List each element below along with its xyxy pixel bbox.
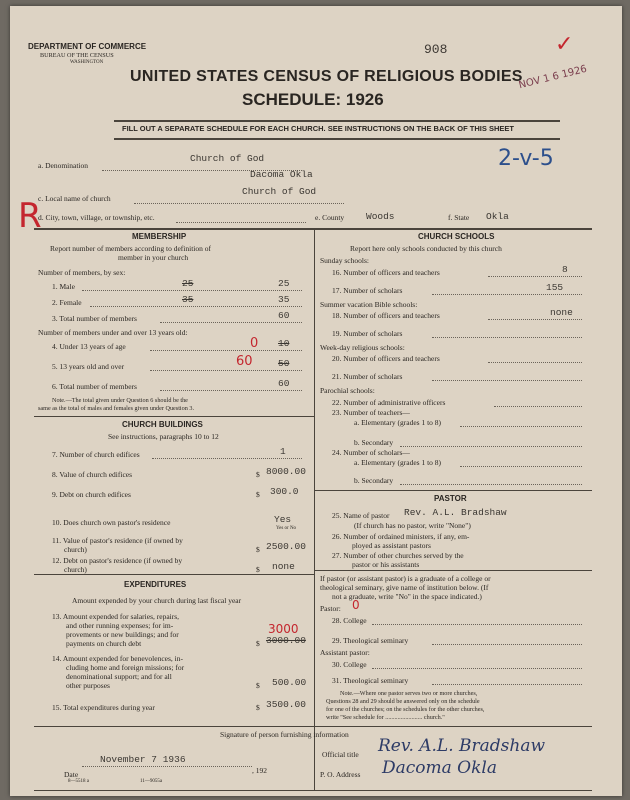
- q24a-label: a. Elementary (grades 1 to 8): [354, 458, 442, 467]
- membership-heading: MEMBERSHIP: [132, 232, 187, 241]
- q13-label-4: payments on church debt: [66, 639, 142, 648]
- q5-label: 5. 13 years old and over: [52, 362, 125, 371]
- bureau-name: BUREAU OF THE CENSUS: [40, 52, 114, 59]
- summer-schools-heading: Summer vacation Bible schools:: [320, 300, 418, 309]
- q1-original: 25: [182, 278, 194, 289]
- bureau-city: WASHINGTON: [70, 60, 104, 65]
- by-sex-heading: Number of members, by sex:: [38, 268, 126, 277]
- received-date-stamp: NOV 1 6 1926: [517, 63, 589, 92]
- q9-dollar: $: [256, 490, 260, 499]
- pastor-heading: PASTOR: [434, 494, 467, 503]
- pastor-signature: Rev. A.L. Bradshaw: [378, 736, 546, 756]
- print-code: 11—9055a: [140, 779, 163, 784]
- q13-label-2: and other running expenses; for im-: [66, 621, 174, 630]
- q4-red-correction: 0: [250, 336, 259, 351]
- q24b-label: b. Secondary: [354, 476, 394, 485]
- pastor-note-4: write "See schedule for ........................ church.": [326, 714, 445, 721]
- q21-label: 21. Number of scholars: [332, 372, 403, 381]
- date-year-suffix: , 192: [252, 766, 267, 775]
- q29-label: 29. Theological seminary: [332, 636, 409, 645]
- q4-label: 4. Under 13 years of age: [52, 342, 126, 351]
- form-code: 8—5518 a: [68, 779, 89, 784]
- local-name-value: Church of God: [242, 186, 317, 197]
- date-label: Date: [64, 770, 79, 779]
- q27-label-1: 27. Number of other churches served by the: [332, 551, 464, 560]
- expenditures-intro: Amount expended by your church during last fiscal year: [72, 596, 242, 605]
- q2-original: 35: [182, 294, 194, 305]
- denomination-value: Church of God: [190, 153, 265, 164]
- q20-label: 20. Number of officers and teachers: [332, 354, 440, 363]
- department-name: DEPARTMENT OF COMMERCE: [28, 42, 147, 51]
- q14-label-3: denominational support; and for all: [66, 672, 172, 681]
- state-value: Okla: [486, 211, 509, 222]
- q22-label: 22. Number of administrative officers: [332, 398, 446, 407]
- po-address-value: Dacoma Okla: [382, 758, 497, 778]
- instruction-banner: FILL OUT A SEPARATE SCHEDULE FOR EACH CHURCH. SEE INSTRUCTIONS ON THE BACK OF THIS SHEET: [122, 124, 514, 133]
- q17-label: 17. Number of scholars: [332, 286, 403, 295]
- q16-value: 8: [562, 264, 568, 275]
- q18-value: none: [550, 307, 573, 318]
- q8-value: 8000.00: [266, 466, 306, 477]
- q14-label-2: cluding home and foreign missions; for: [66, 663, 185, 672]
- q5-original: 50: [278, 358, 290, 369]
- membership-note-1: Note.—The total given under Question 6 should be the: [52, 397, 188, 404]
- q8-label: 8. Value of church edifices: [52, 470, 133, 479]
- q18-label: 18. Number of officers and teachers: [332, 311, 440, 320]
- county-value: Woods: [366, 211, 395, 222]
- q15-label: 15. Total expenditures during year: [52, 703, 155, 712]
- q14-label-4: other purposes: [66, 681, 110, 690]
- q12-value: none: [272, 561, 295, 572]
- form-title: UNITED STATES CENSUS OF RELIGIOUS BODIES: [130, 68, 523, 85]
- po-address-label: P. O. Address: [320, 770, 361, 779]
- local-name-label: c. Local name of church: [38, 194, 111, 203]
- margin-r-mark: R: [18, 196, 42, 236]
- q25-hint: (If church has no pastor, write "None"): [354, 521, 471, 530]
- q13-dollar: $: [256, 639, 260, 648]
- q26-label-2: ployed as assistant pastors: [352, 541, 431, 550]
- church-schools-heading: CHURCH SCHOOLS: [418, 232, 495, 241]
- q27-label-2: pastor or his assistants: [352, 560, 420, 569]
- expenditures-heading: EXPENDITURES: [124, 580, 187, 589]
- schedule-title: SCHEDULE: 1926: [242, 90, 384, 109]
- q26-label-1: 26. Number of ordained ministers, if any, em-: [332, 532, 470, 541]
- q10-value: Yes: [274, 514, 292, 525]
- q23a-label: a. Elementary (grades 1 to 8): [354, 418, 442, 427]
- sunday-schools-heading: Sunday schools:: [320, 256, 369, 265]
- q9-value: 300.0: [270, 486, 299, 497]
- q12-label-2: church): [64, 565, 87, 574]
- q7-label: 7. Number of church edifices: [52, 450, 140, 459]
- membership-note-2: same as the total of males and females given under Question 3.: [38, 405, 195, 412]
- census-schedule-page: [10, 6, 622, 796]
- q4-original: 10: [278, 338, 290, 349]
- q10-hint: Yes or No: [276, 526, 297, 531]
- q11-dollar: $: [256, 545, 260, 554]
- q11-value: 2500.00: [266, 541, 306, 552]
- q3-value: 60: [278, 310, 290, 321]
- q6-value: 60: [278, 378, 290, 389]
- schools-intro: Report here only schools conducted by this church: [350, 244, 502, 253]
- membership-intro-1: Report number of members according to definition of: [50, 244, 211, 253]
- q15-value: 3500.00: [266, 699, 306, 710]
- q23b-label: b. Secondary: [354, 438, 394, 447]
- graduate-instructions-2: theological seminary, give name of institution below. (If: [320, 583, 489, 592]
- q30-label: 30. College: [332, 660, 367, 669]
- q13-red-correction: 3000: [268, 622, 299, 636]
- check-mark: ✓: [555, 32, 574, 57]
- q17-value: 155: [546, 282, 564, 293]
- date-value: November 7 1936: [100, 754, 186, 765]
- graduate-instructions-1: If pastor (or assistant pastor) is a graduate of a college or: [320, 574, 491, 583]
- q1-label: 1. Male: [52, 282, 75, 291]
- q28-label: 28. College: [332, 616, 367, 625]
- q12-dollar: $: [256, 565, 260, 574]
- form-number: 908: [424, 42, 448, 57]
- q6-label: 6. Total number of members: [52, 382, 137, 391]
- official-title-label: Official title: [322, 750, 359, 759]
- q13-original: 3000.00: [266, 635, 306, 646]
- classification-code: 2-v-5: [498, 146, 554, 171]
- q2-label: 2. Female: [52, 298, 82, 307]
- q13-label-1: 13. Amount expended for salaries, repairs,: [52, 612, 180, 621]
- q5-red-correction: 60: [236, 354, 253, 369]
- church-buildings-heading: CHURCH BUILDINGS: [122, 420, 203, 429]
- q7-value: 1: [280, 446, 286, 457]
- q14-value: 500.00: [272, 677, 307, 688]
- parochial-schools-heading: Parochial schools:: [320, 386, 375, 395]
- q14-label-1: 14. Amount expended for benevolences, in-: [52, 654, 184, 663]
- state-label: f. State: [448, 213, 470, 222]
- buildings-intro: See instructions, paragraphs 10 to 12: [108, 432, 219, 441]
- q11-label-1: 11. Value of pastor's residence (if owned by: [52, 536, 183, 545]
- pastor-note-1: Note.—Where one pastor serves two or more churches,: [340, 690, 478, 697]
- q25-value: Rev. A.L. Bradshaw: [404, 507, 507, 518]
- q3-label: 3. Total number of members: [52, 314, 137, 323]
- assistant-pastor-subheading: Assistant pastor:: [320, 648, 370, 657]
- q2-value: 35: [278, 294, 290, 305]
- weekday-schools-heading: Week-day religious schools:: [320, 343, 405, 352]
- q9-label: 9. Debt on church edifices: [52, 490, 131, 499]
- q31-label: 31. Theological seminary: [332, 676, 409, 685]
- q23-label: 23. Number of teachers—: [332, 408, 410, 417]
- q12-label-1: 12. Debt on pastor's residence (if owned by: [52, 556, 183, 565]
- city-label: d. City, town, village, or township, etc.: [38, 213, 155, 222]
- q19-label: 19. Number of scholars: [332, 329, 403, 338]
- county-label: e. County: [315, 213, 345, 222]
- pastor-red-mark: 0: [352, 598, 360, 612]
- pastor-note-2: Questions 28 and 29 should be answered only on the schedule: [326, 698, 480, 705]
- pastor-subheading: Pastor:: [320, 604, 341, 613]
- q1-value: 25: [278, 278, 290, 289]
- denomination-label: a. Denomination: [38, 161, 88, 170]
- q16-label: 16. Number of officers and teachers: [332, 268, 440, 277]
- q11-label-2: church): [64, 545, 87, 554]
- q13-label-3: provements or new buildings; and for: [66, 630, 179, 639]
- age-heading: Number of members under and over 13 years old:: [38, 328, 188, 337]
- q24-label: 24. Number of scholars—: [332, 448, 410, 457]
- q15-dollar: $: [256, 703, 260, 712]
- signature-heading: Signature of person furnishing information: [220, 730, 349, 739]
- q10-label: 10. Does church own pastor's residence: [52, 518, 171, 527]
- address-line-value: Dacoma Okla: [250, 169, 313, 180]
- graduate-instructions-3: not a graduate, write "No" in the space indicated.): [332, 592, 482, 601]
- q25-label: 25. Name of pastor: [332, 511, 390, 520]
- pastor-note-3: for one of the churches; on the schedules for the other churches,: [326, 706, 485, 713]
- membership-intro-2: member in your church: [118, 253, 189, 262]
- q8-dollar: $: [256, 470, 260, 479]
- q14-dollar: $: [256, 681, 260, 690]
